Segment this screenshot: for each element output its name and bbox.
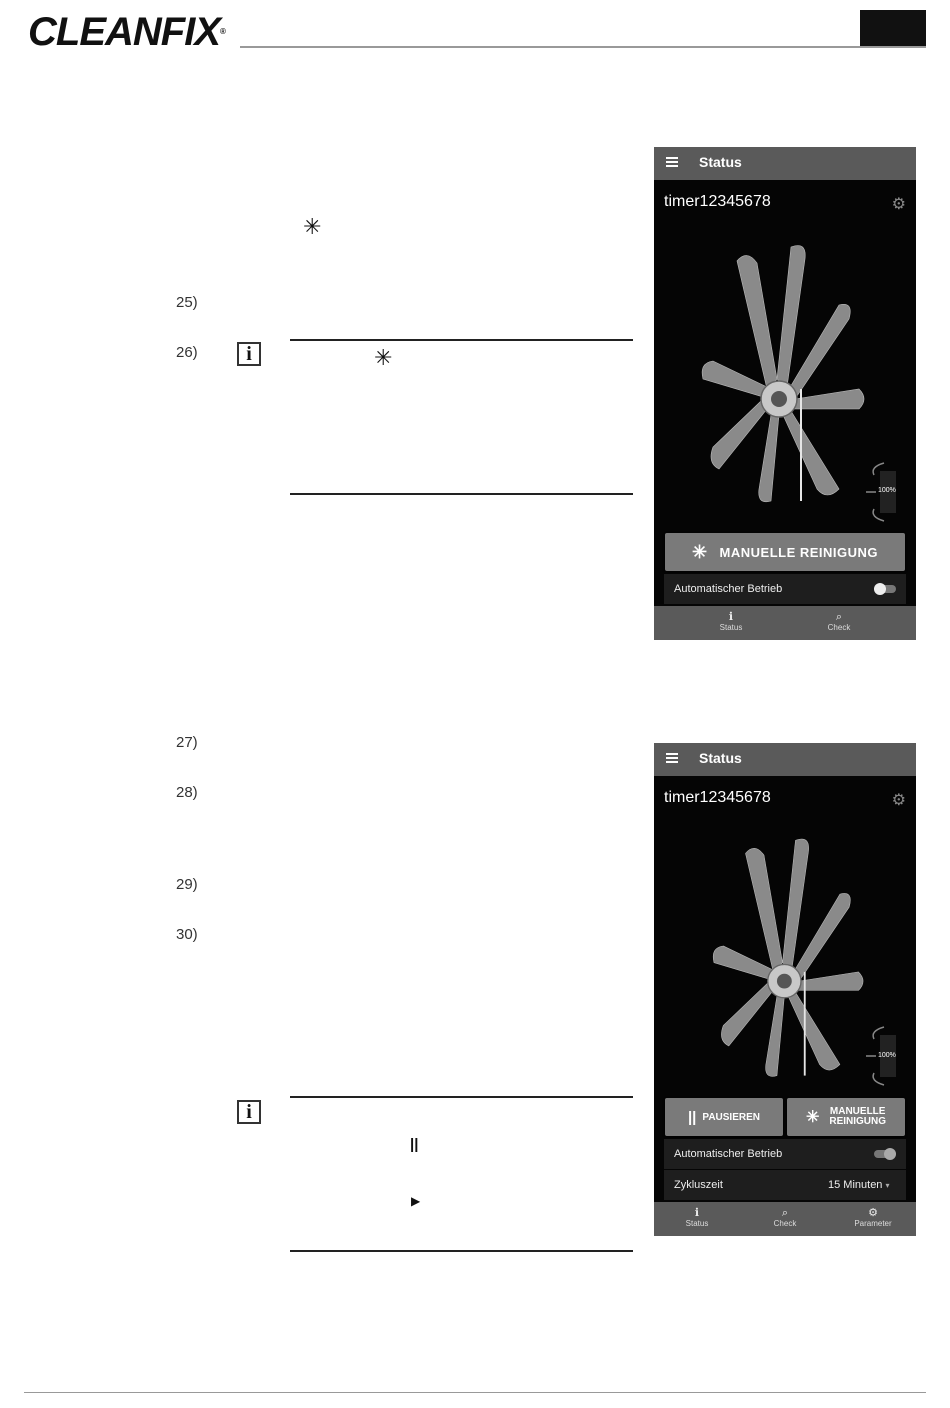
- nav-tab-parameter[interactable]: [846, 1202, 900, 1236]
- app-bar: [654, 743, 916, 776]
- nav-check-label: Check: [827, 623, 851, 632]
- header-page-block: [860, 10, 926, 46]
- info-icon: ℹ: [694, 1207, 700, 1219]
- clean-symbol-icon: ✳: [303, 214, 322, 239]
- nav-tab-status[interactable]: [670, 1202, 724, 1236]
- nav-tab-check[interactable]: [812, 606, 866, 640]
- auto-mode-label: Automatischer Betrieb: [674, 583, 783, 595]
- nav-parameter-label: Parameter: [854, 1219, 892, 1228]
- nav-check-label: Check: [773, 1219, 797, 1228]
- manual-clean-button[interactable]: [787, 1098, 905, 1136]
- level-percent-label: 100%: [878, 487, 896, 494]
- gear-icon: ⚙: [868, 1207, 878, 1219]
- info-icon: i: [237, 342, 261, 366]
- app-bar-title: Status: [699, 154, 742, 170]
- step-number: 26): [176, 344, 198, 361]
- play-symbol-icon: ▶: [411, 1194, 421, 1208]
- clean-symbol-icon: ✳: [374, 345, 393, 370]
- auto-mode-label: Automatischer Betrieb: [674, 1148, 783, 1160]
- info-icon: ℹ: [728, 611, 734, 623]
- manual-clean-label: MANUELLE REINIGUNG: [719, 544, 879, 560]
- gear-icon[interactable]: ⚙: [891, 792, 906, 809]
- manual-clean-button[interactable]: [665, 533, 905, 571]
- note-rule-bottom: [290, 1250, 633, 1252]
- nav-tab-status[interactable]: [704, 606, 758, 640]
- step-number: 28): [176, 784, 198, 801]
- hamburger-menu-icon[interactable]: [666, 157, 678, 167]
- auto-mode-toggle[interactable]: [874, 585, 896, 593]
- app-screenshot-status-2: [654, 743, 916, 1236]
- cycle-time-label: Zykluszeit: [674, 1179, 723, 1191]
- nav-status-label: Status: [685, 1219, 709, 1228]
- auto-mode-row: [664, 1139, 906, 1169]
- cycle-time-row: [664, 1170, 906, 1200]
- chevron-down-icon: ▾: [885, 1181, 890, 1190]
- app-bar: [654, 147, 916, 180]
- step-number: 27): [176, 734, 198, 751]
- pause-icon: ||: [687, 1108, 697, 1126]
- info-icon: i: [237, 1100, 261, 1124]
- level-indicator: [864, 459, 898, 529]
- note-rule-bottom: [290, 493, 633, 495]
- auto-mode-toggle[interactable]: [874, 1150, 896, 1158]
- fan-illustration: [699, 239, 869, 509]
- hamburger-menu-icon[interactable]: [666, 753, 678, 763]
- step-number: 29): [176, 876, 198, 893]
- search-icon: ⌕: [835, 611, 843, 623]
- footer-rule: [24, 1392, 926, 1393]
- note-rule-top: [290, 1096, 633, 1098]
- pause-button[interactable]: [665, 1098, 783, 1136]
- manual-clean-label: MANUELLE REINIGUNG: [829, 1106, 887, 1127]
- cleanfix-logo: CLEANFIX®: [28, 10, 225, 54]
- nav-status-label: Status: [719, 623, 743, 632]
- header-rule: [240, 46, 926, 48]
- gear-icon[interactable]: ⚙: [891, 196, 906, 213]
- cycle-time-select[interactable]: 15 Minuten ▾: [828, 1179, 890, 1191]
- clean-symbol-icon: ✳: [805, 1109, 820, 1126]
- search-icon: ⌕: [781, 1207, 789, 1219]
- device-name: timer12345678: [664, 193, 771, 210]
- pause-symbol-icon: ||: [410, 1136, 419, 1153]
- auto-mode-row: [664, 574, 906, 604]
- fan-illustration: [709, 833, 869, 1083]
- app-screenshot-status-1: [654, 147, 916, 640]
- note-rule-top: [290, 339, 633, 341]
- clean-symbol-icon: ✳: [691, 541, 708, 562]
- app-bar-title: Status: [699, 750, 742, 766]
- bottom-nav: [654, 606, 916, 640]
- device-name: timer12345678: [664, 789, 771, 806]
- level-percent-label: 100%: [878, 1052, 896, 1059]
- pause-label: PAUSIEREN: [702, 1111, 760, 1123]
- nav-tab-check[interactable]: [758, 1202, 812, 1236]
- step-number: 30): [176, 926, 198, 943]
- step-number: 25): [176, 294, 198, 311]
- bottom-nav: [654, 1202, 916, 1236]
